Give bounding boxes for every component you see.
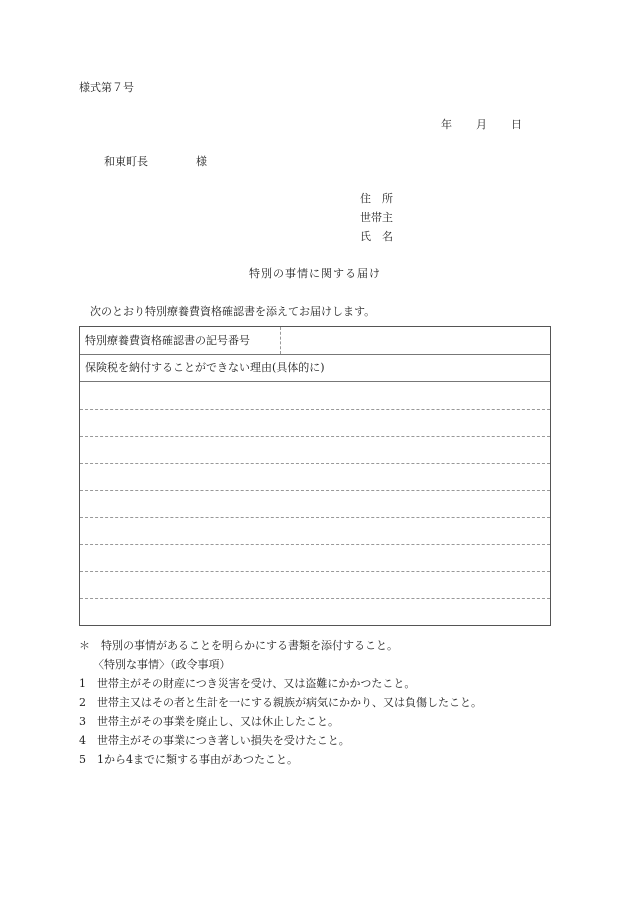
asterisk-text: 特別の事情があることを明らかにする書類を添付すること。 [101,639,398,652]
recipient-honorific: 様 [196,155,207,168]
item-text: 世帯主又はその者と生計を一にする親族が病気にかかり、又は負傷したこと。 [97,696,482,709]
item-number: 2 [79,696,86,709]
document-title: 特別の事情に関する届け [249,267,381,280]
item-text: 世帯主がその事業につき著しい損失を受けたこと。 [97,734,350,747]
reason-writing-line [80,544,550,545]
sub-heading-text: 〈特別な事情〉（政令事項） [93,658,231,671]
reason-writing-line [80,409,550,410]
date-year-label: 年 [441,118,452,131]
table-row-divider [80,381,550,382]
recipient-name: 和東町長 [104,155,148,168]
reason-writing-line [80,517,550,518]
reason-writing-line [80,463,550,464]
form-number: 様式第７号 [79,81,134,94]
reason-label: 保険税を納付することができない理由(具体的に) [85,361,325,374]
asterisk-mark: ＊ [79,639,90,652]
item-number: 3 [79,715,86,728]
item-number: 4 [79,734,86,747]
date-day-label: 日 [511,118,522,131]
reason-writing-line [80,436,550,437]
date-month-label: 月 [476,118,487,131]
notification-table [79,326,551,626]
item-text: 世帯主がその事業を廃止し、又は休止したこと。 [97,715,339,728]
item-number: 1 [79,677,86,690]
reason-writing-line [80,571,550,572]
applicant-address-label: 住 所 [360,192,393,205]
item-number: 5 [79,753,86,766]
item-text: 世帯主がその財産につき災害を受け、又は盗難にかかつたこと。 [97,677,416,690]
intro-text: 次のとおり特別療養費資格確認書を添えてお届けします。 [90,305,376,318]
applicant-name-label: 氏 名 [360,230,393,243]
reason-writing-line [80,598,550,599]
item-text: 1から4までに類する事由があつたこと。 [97,753,298,766]
cert-number-label: 特別療養費資格確認書の記号番号 [85,334,250,347]
table-row-divider [80,354,550,355]
applicant-householder-label: 世帯主 [360,211,393,224]
cert-number-divider [280,327,281,354]
reason-writing-line [80,490,550,491]
